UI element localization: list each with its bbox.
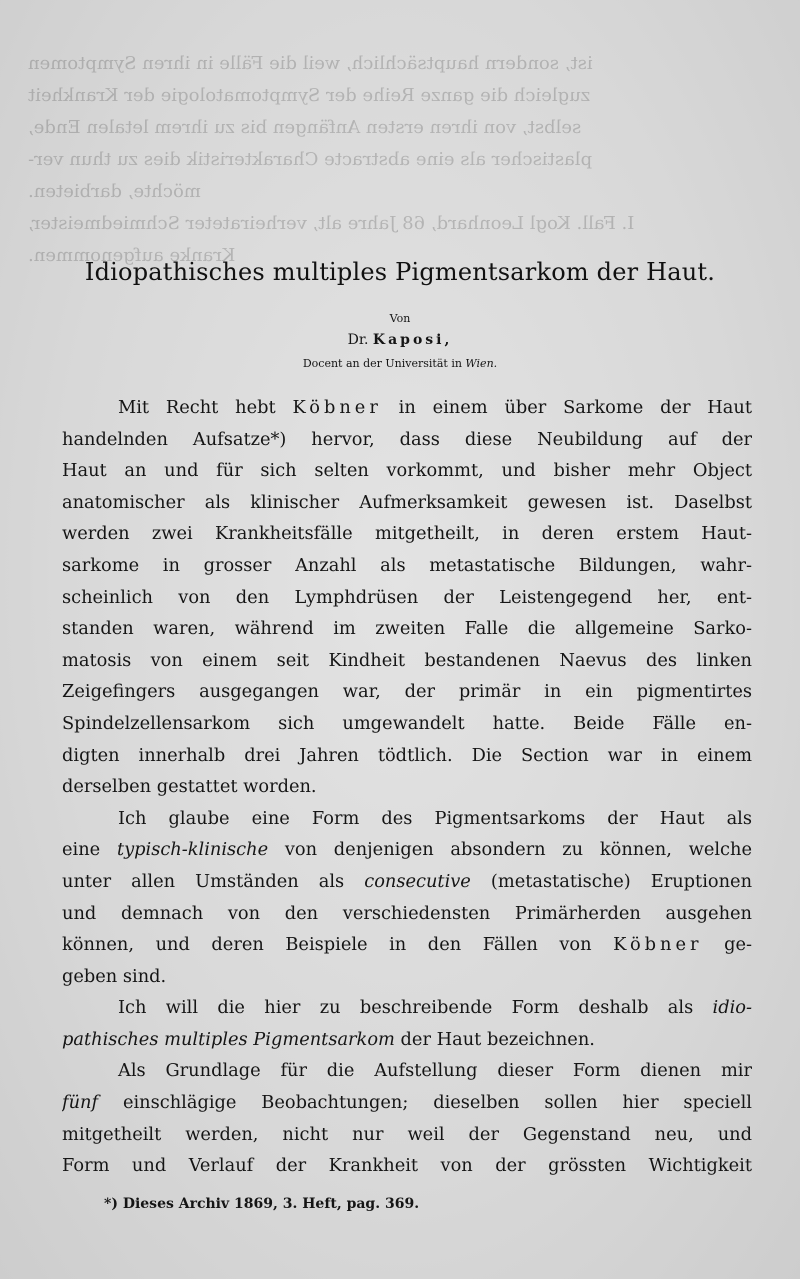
bleed-line: I. Fall. Kogl Leonhard, 68 Jahre alt, verheirateter Schmiedmeister,	[28, 213, 635, 234]
author-name: Kaposi,	[372, 332, 453, 348]
body-line: Haut an und für sich selten vorkommt, und bisher mehr Object	[62, 460, 752, 482]
body-line: derselben gestattet worden.	[62, 776, 317, 798]
body-line: anatomischer als klinischer Aufmerksamkeit gewesen ist. Daselbst	[62, 491, 752, 513]
bleed-line: möchte, darbieten.	[28, 181, 201, 202]
body-line: scheinlich von den Lymphdrüsen der Leistengegend her, ent-	[62, 586, 752, 608]
body-line: handelnden Aufsatze*) hervor, dass diese Neubildung auf der	[62, 428, 752, 450]
body-line: Mit Recht hebt Köbner in einem über Sarkome der Haut	[118, 397, 752, 418]
body-line: pathisches multiples Pigmentsarkom der Haut bezeichnen.	[62, 1028, 595, 1050]
affiliation	[0, 357, 800, 370]
body-line: eine typisch-klinische von denjenigen absondern zu können, welche	[62, 839, 752, 861]
body-line: digten innerhalb drei Jahren tödtlich. Die Section war in einem	[62, 744, 752, 766]
body-line: mitgetheilt werden, nicht nur weil der Gegenstand neu, und	[62, 1123, 752, 1145]
affiliation-place: Wien.	[465, 357, 498, 370]
body-line: standen waren, während im zweiten Falle die allgemeine Sarko-	[62, 618, 752, 640]
bleed-line: zugleich die ganze Reihe der Symptomatologie der Krankheit	[28, 85, 591, 106]
body-line: Spindelzellensarkom sich umgewandelt hatte. Beide Fälle en-	[62, 712, 752, 734]
footnote: *) Dieses Archiv 1869, 3. Heft, pag. 369.	[104, 1196, 420, 1212]
author-prefix: Dr.	[347, 332, 369, 348]
article-title: Idiopathisches multiples Pigmentsarkom der Haut.	[84, 258, 716, 286]
body-line: unter allen Umständen als consecutive (metastatische) Eruptionen	[62, 870, 752, 892]
body-line: können, und deren Beispiele in den Fällen von Köbner ge-	[62, 934, 752, 956]
affiliation-text: Docent an der Universität in	[302, 357, 462, 370]
bleed-through-text	[28, 48, 768, 272]
body-line: und demnach von den verschiedensten Primärherden ausgehen	[62, 902, 752, 924]
article-body	[62, 392, 752, 1182]
body-line: werden zwei Krankheitsfälle mitgetheilt, in deren erstem Haut-	[62, 523, 752, 545]
body-line: fünf einschlägige Beobachtungen; dieselben sollen hier speciell	[62, 1092, 752, 1114]
bleed-line: plastischer als eine abstracte Charakteristik dies zu thun ver-	[28, 149, 593, 170]
bleed-line: selbst, von ihren ersten Anfängen bis zu ihrem letalen Ende,	[28, 117, 582, 138]
bleed-line: Kranke aufgenommen.	[28, 245, 236, 266]
body-line: Ich will die hier zu beschreibende Form deshalb als idio-	[118, 997, 752, 1019]
bleed-line: ist, sondern hauptsächlich, weil die Fälle in ihren Symptomen	[28, 53, 593, 74]
body-line: Zeigefingers ausgegangen war, der primär in ein pigmentirtes	[62, 681, 752, 703]
von-label: Von	[389, 312, 411, 325]
body-line: Form und Verlauf der Krankheit von der grössten Wichtigkeit	[62, 1155, 752, 1177]
body-line: geben sind.	[62, 965, 167, 987]
body-line: sarkome in grosser Anzahl als metastatische Bildungen, wahr-	[62, 554, 752, 576]
body-line: matosis von einem seit Kindheit bestandenen Naevus des linken	[62, 649, 752, 671]
body-line: Als Grundlage für die Aufstellung dieser Form dienen mir	[118, 1060, 752, 1082]
author-line	[0, 332, 800, 348]
body-line: Ich glaube eine Form des Pigmentsarkoms der Haut als	[118, 807, 752, 829]
